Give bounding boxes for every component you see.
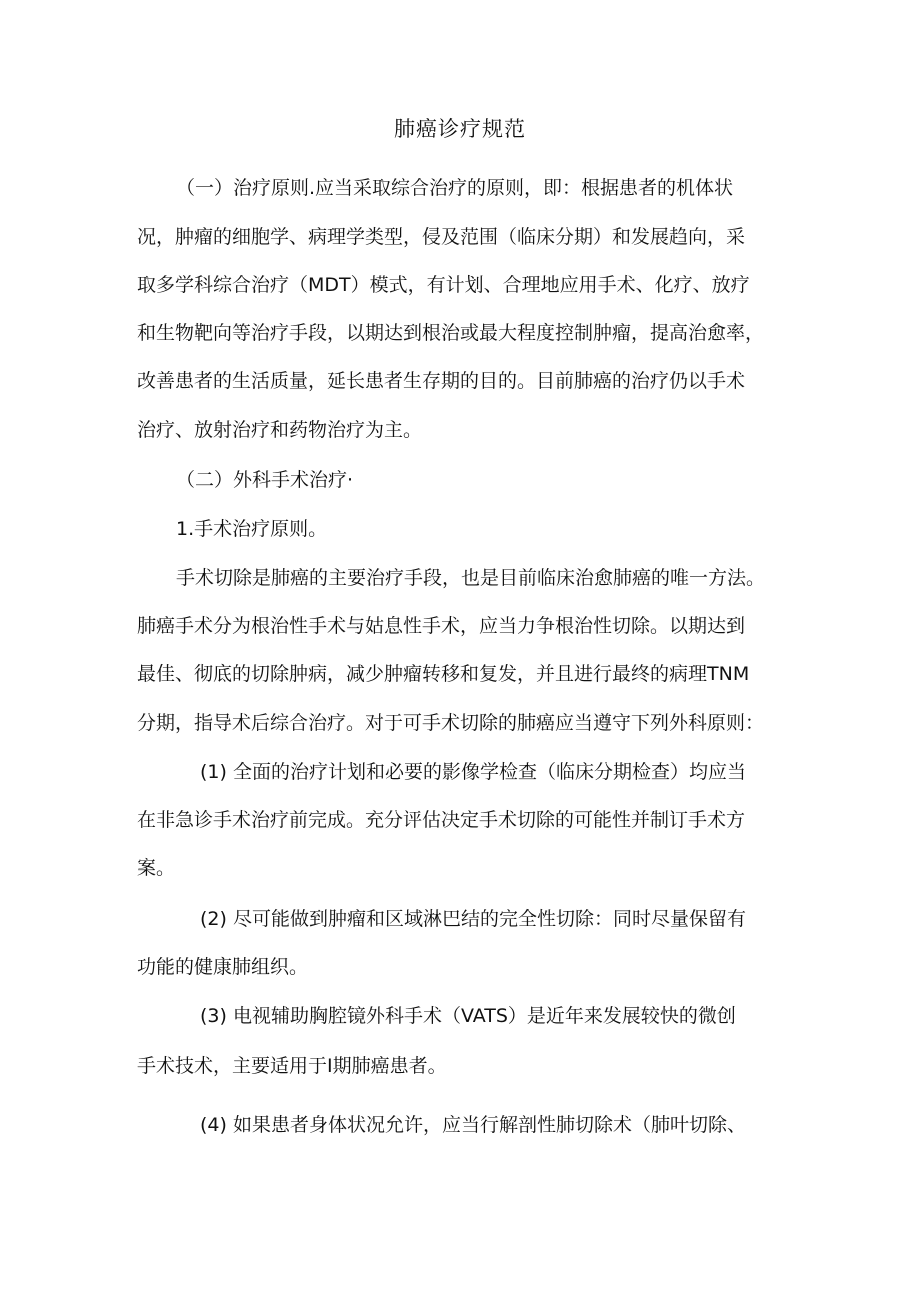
list-item-line: 手术技术，主要适用于I期肺癌患者。 (137, 1055, 447, 1077)
list-item-line: (2) 尽可能做到肿瘤和区域淋巴结的完全性切除：同时尽量保留有 (200, 908, 746, 930)
paragraph-line: 况，肿瘤的细胞学、病理学类型，侵及范围（临床分期）和发展趋向，采 (137, 226, 746, 248)
subsection-heading: 1.手术治疗原则。 (176, 518, 328, 540)
paragraph-line: 治疗、放射治疗和药物治疗为主。 (137, 419, 423, 441)
paragraph-line: 取多学科综合治疗（MDT）模式，有计划、合理地应用手术、化疗、放疗 (137, 274, 750, 296)
section-heading: （二）外科手术治疗· (176, 469, 354, 491)
list-item-line: 功能的健康肺组织。 (137, 956, 309, 978)
paragraph-line: 肺癌手术分为根治性手术与姑息性手术，应当力争根治性切除。以期达到 (137, 615, 746, 637)
list-item-line: 案。 (137, 857, 176, 879)
paragraph-line: 和生物靶向等治疗手段，以期达到根治或最大程度控制肿瘤，提高治愈率， (137, 322, 765, 344)
list-item-line: (4) 如果患者身体状况允许，应当行解剖性肺切除术（肺叶切除、 (200, 1114, 746, 1136)
list-item-line: 在非急诊手术治疗前完成。充分评估决定手术切除的可能性并制订手术方 (137, 809, 746, 831)
paragraph-line: 改善患者的生活质量，延长患者生存期的目的。目前肺癌的治疗仍以手术 (137, 370, 746, 392)
paragraph-line: 分期，指导术后综合治疗。对于可手术切除的肺癌应当遵守下列外科原则： (137, 712, 765, 734)
paragraph-line: 最佳、彻底的切除肿病，减少肿瘤转移和复发，并且进行最终的病理TNM (137, 663, 750, 685)
list-item-line: (3) 电视辅助胸腔镜外科手术（VATS）是近年来发展较快的微创 (200, 1005, 736, 1027)
paragraph-line: 手术切除是肺癌的主要治疗手段，也是目前临床治愈肺癌的唯一方法。 (176, 567, 766, 589)
document-title: 肺癌诊疗规范 (394, 117, 526, 141)
paragraph-line: （一）治疗原则.应当采取综合治疗的原则，即：根据患者的机体状 (176, 177, 734, 199)
list-item-line: (1) 全面的治疗计划和必要的影像学检查（临床分期检查）均应当 (200, 761, 746, 783)
